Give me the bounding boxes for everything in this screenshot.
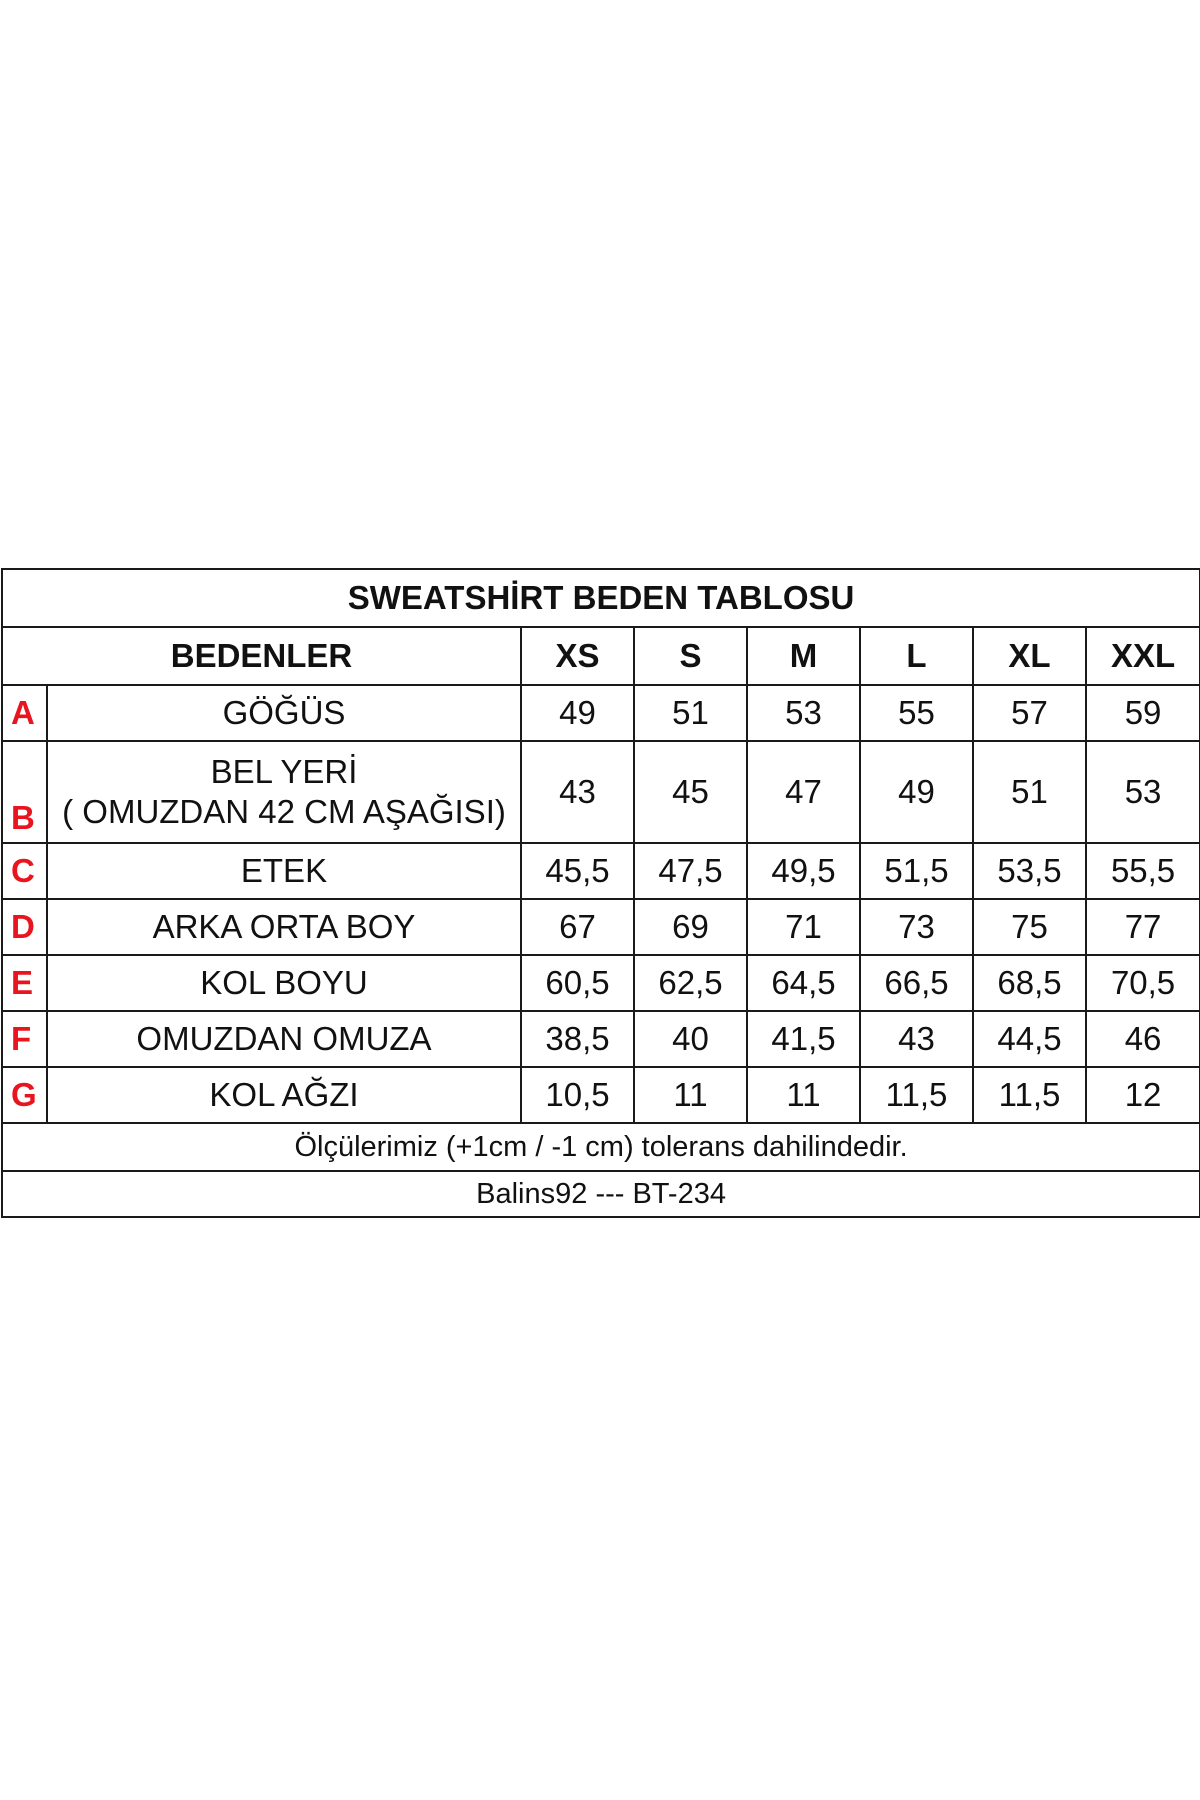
value-cell: 11: [634, 1067, 747, 1123]
value-cell: 47: [747, 741, 860, 843]
header-row: [2, 627, 1200, 685]
value-cell: 45,5: [521, 843, 634, 899]
value-cell: 53: [747, 685, 860, 741]
value-cell: 45: [634, 741, 747, 843]
row-letter: D: [2, 899, 47, 955]
value-cell: 41,5: [747, 1011, 860, 1067]
tolerance-note: Ölçülerimiz (+1cm / -1 cm) tolerans dahilindedir.: [2, 1123, 1200, 1171]
size-header-m: M: [747, 627, 860, 685]
value-cell: 11,5: [973, 1067, 1086, 1123]
value-cell: 53: [1086, 741, 1200, 843]
value-cell: 40: [634, 1011, 747, 1067]
value-cell: 46: [1086, 1011, 1200, 1067]
value-cell: 68,5: [973, 955, 1086, 1011]
table-row-b: [2, 741, 1200, 843]
measure-label: ETEK: [47, 843, 521, 899]
value-cell: 75: [973, 899, 1086, 955]
size-header-s: S: [634, 627, 747, 685]
table-row-a: [2, 685, 1200, 741]
table-row-e: [2, 955, 1200, 1011]
value-cell: 71: [747, 899, 860, 955]
value-cell: 49: [521, 685, 634, 741]
size-header-xs: XS: [521, 627, 634, 685]
measure-label: ARKA ORTA BOY: [47, 899, 521, 955]
size-table: [1, 568, 1200, 1218]
title-row: [2, 569, 1200, 627]
value-cell: 59: [1086, 685, 1200, 741]
measure-label: OMUZDAN OMUZA: [47, 1011, 521, 1067]
measure-label-line2: ( OMUZDAN 42 CM AŞAĞISI): [62, 793, 506, 830]
value-cell: 67: [521, 899, 634, 955]
row-letter: G: [2, 1067, 47, 1123]
measure-label: [47, 741, 521, 843]
table-row-f: [2, 1011, 1200, 1067]
table-row-g: [2, 1067, 1200, 1123]
value-cell: 43: [521, 741, 634, 843]
row-letter: E: [2, 955, 47, 1011]
value-cell: 77: [1086, 899, 1200, 955]
row-letter: F: [2, 1011, 47, 1067]
value-cell: 53,5: [973, 843, 1086, 899]
value-cell: 11: [747, 1067, 860, 1123]
value-cell: 38,5: [521, 1011, 634, 1067]
measure-label: GÖĞÜS: [47, 685, 521, 741]
value-cell: 51: [973, 741, 1086, 843]
row-letter: B: [2, 741, 47, 843]
value-cell: 12: [1086, 1067, 1200, 1123]
size-header-xxl: XXL: [1086, 627, 1200, 685]
row-letter: C: [2, 843, 47, 899]
header-label: BEDENLER: [2, 627, 521, 685]
value-cell: 66,5: [860, 955, 973, 1011]
value-cell: 64,5: [747, 955, 860, 1011]
note-row: [2, 1123, 1200, 1171]
value-cell: 60,5: [521, 955, 634, 1011]
size-header-l: L: [860, 627, 973, 685]
product-code: Balins92 --- BT-234: [2, 1171, 1200, 1217]
size-header-xl: XL: [973, 627, 1086, 685]
value-cell: 49: [860, 741, 973, 843]
value-cell: 73: [860, 899, 973, 955]
value-cell: 51,5: [860, 843, 973, 899]
value-cell: 70,5: [1086, 955, 1200, 1011]
value-cell: 43: [860, 1011, 973, 1067]
table-row-d: [2, 899, 1200, 955]
value-cell: 49,5: [747, 843, 860, 899]
table-title: SWEATSHİRT BEDEN TABLOSU: [2, 569, 1200, 627]
value-cell: 11,5: [860, 1067, 973, 1123]
value-cell: 44,5: [973, 1011, 1086, 1067]
value-cell: 10,5: [521, 1067, 634, 1123]
measure-label: KOL AĞZI: [47, 1067, 521, 1123]
value-cell: 57: [973, 685, 1086, 741]
value-cell: 55,5: [1086, 843, 1200, 899]
value-cell: 62,5: [634, 955, 747, 1011]
value-cell: 47,5: [634, 843, 747, 899]
value-cell: 69: [634, 899, 747, 955]
table-row-c: [2, 843, 1200, 899]
value-cell: 51: [634, 685, 747, 741]
row-letter: A: [2, 685, 47, 741]
value-cell: 55: [860, 685, 973, 741]
measure-label: KOL BOYU: [47, 955, 521, 1011]
code-row: [2, 1171, 1200, 1217]
measure-label-line1: BEL YERİ: [210, 753, 358, 791]
